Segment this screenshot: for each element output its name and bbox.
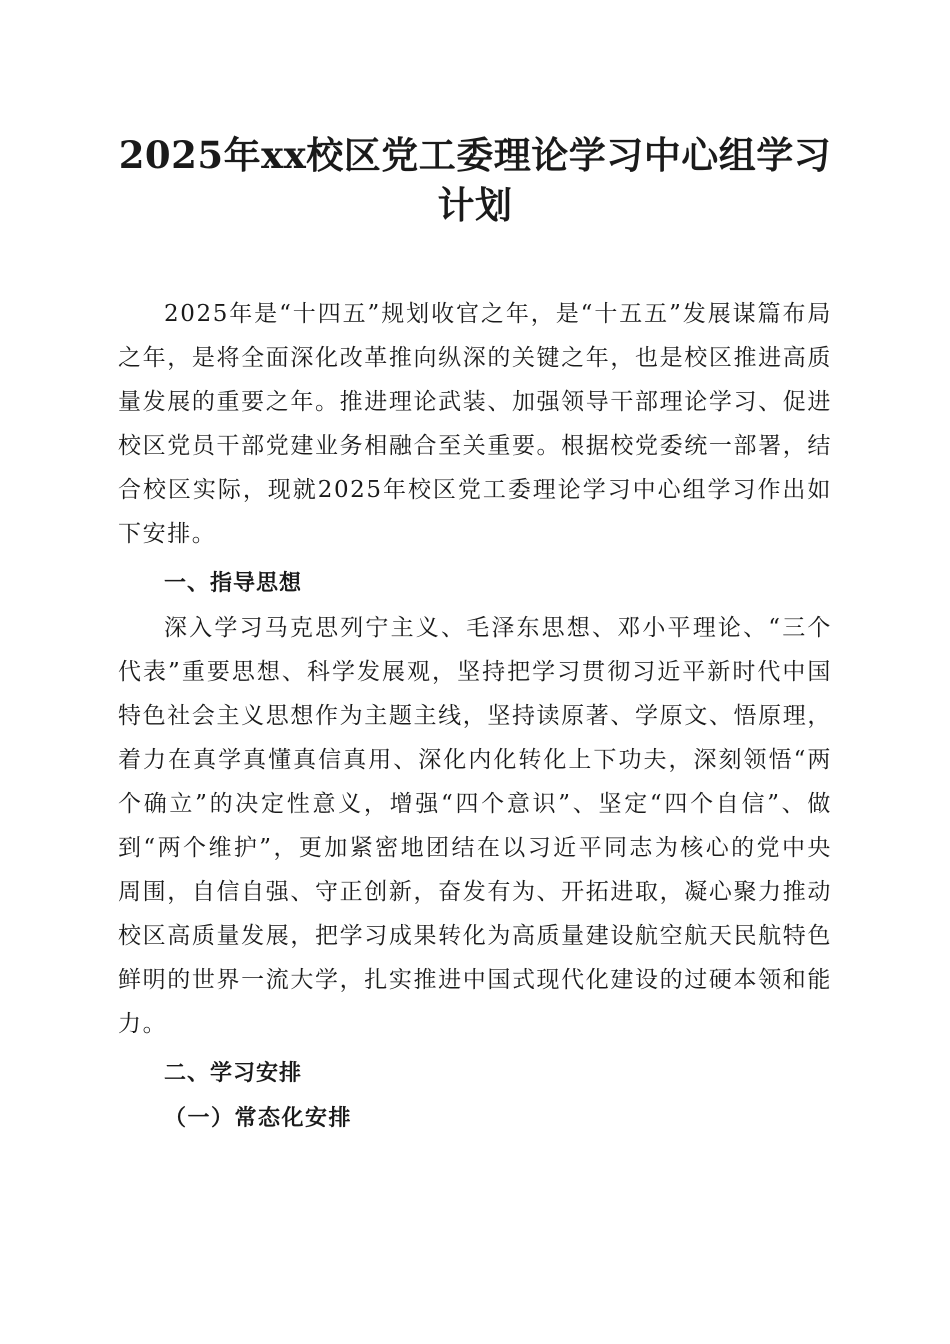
document-page bbox=[118, 130, 832, 1140]
section-heading-study-arrangement: 二、学习安排 bbox=[164, 1061, 303, 1086]
section-heading-guiding-ideology: 一、指导思想 bbox=[164, 571, 303, 596]
intro-paragraph: 2025年是“十四五”规划收官之年，是“十五五”发展谋篇布局之年，是将全面深化改革推向纵深的关键之年，也是校区推进高质量发展的重要之年。推进理论武装、加强领导干部理论学习、促进校区党员干部党建业务相融合至关重要。根据校党委统一部署，结合校区实际，现就2025年校区党工委理论学习中心组学习作出如下安排。 bbox=[118, 301, 832, 547]
subsection-heading-regular-arrangement: （一）常态化安排 bbox=[164, 1105, 353, 1131]
guiding-ideology-paragraph: 深入学习马克思列宁主义、毛泽东思想、邓小平理论、“三个代表”重要思想、科学发展观，坚持把学习贯彻习近平新时代中国特色社会主义思想作为主题主线，坚持读原著、学原文、悟原理，着力在真学真懂真信真用、深化内化转化上下功夫，深刻领悟“两个确立”的决定性意义，增强“四个意识”、坚定“四个自信”、做到“两个维护”，更加紧密地团结在以习近平同志为核心的党中央周围，自信自强、守正创新，奋发有为、开拓进取，凝心聚力推动校区高质量发展，把学习成果转化为高质量建设航空航天民航特色鲜明的世界一流大学，扎实推进中国式现代化建设的过硬本领和能力。 bbox=[118, 615, 832, 1037]
document-title: 2025年xx校区党工委理论学习中心组学习计划 bbox=[118, 133, 832, 227]
